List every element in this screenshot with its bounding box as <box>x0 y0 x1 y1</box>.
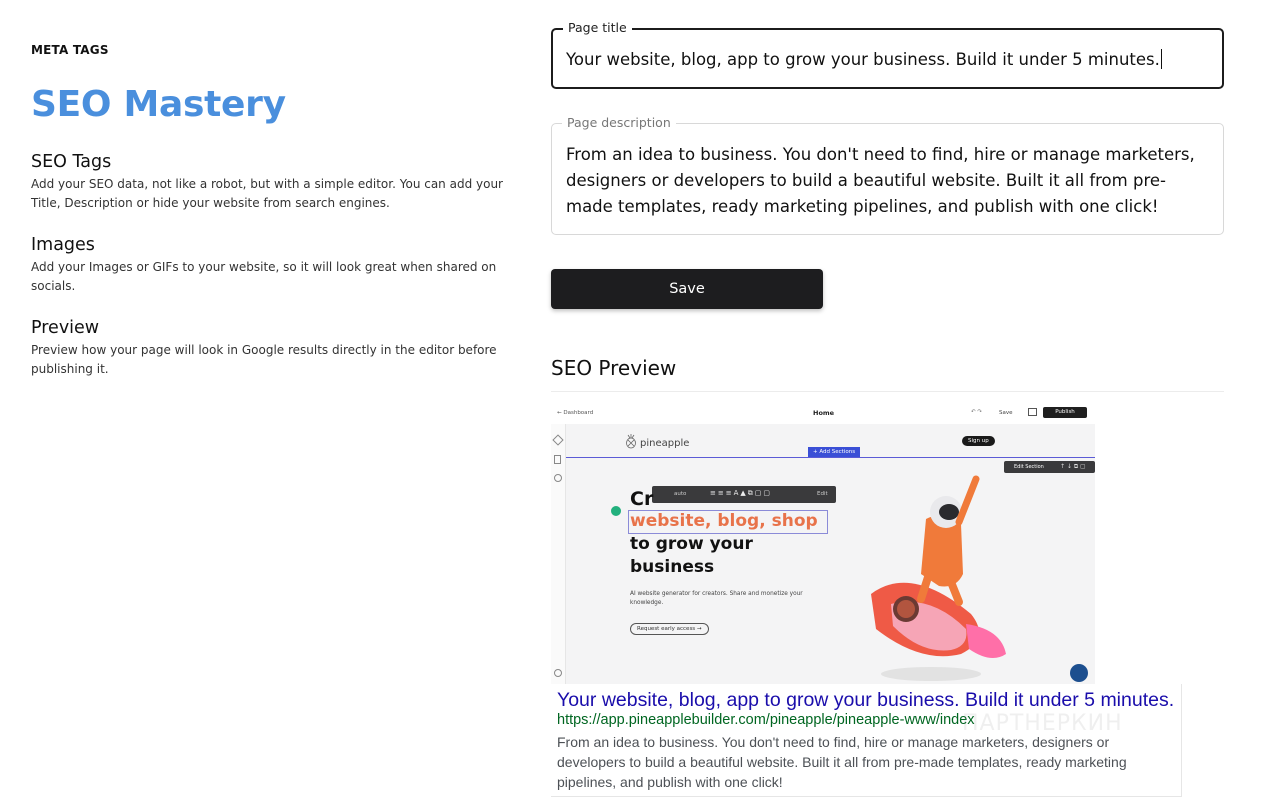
section-controls-icon: ↑ ↓ ⧉ ▢ <box>1060 463 1086 470</box>
grammarly-icon <box>611 506 621 516</box>
rocket-astronaut-illustration <box>851 464 1011 684</box>
section-boundary <box>566 457 1095 458</box>
serp-title: Your website, blog, app to grow your business. Build it under 5 minutes. <box>557 689 1175 711</box>
pineapple-logo-text: pineapple <box>640 438 690 449</box>
help-icon <box>554 669 562 677</box>
publish-button: Publish <box>1043 407 1087 418</box>
chat-icon <box>1070 664 1088 682</box>
feature-images <box>31 235 521 296</box>
edit-section-toolbar <box>1004 461 1095 473</box>
toolbar-edit: Edit <box>817 491 828 497</box>
feature-text: Add your SEO data, not like a robot, but with a simple editor. You can add your Title, Description or hide your website from search engines. <box>31 177 503 210</box>
request-access-button: Request early access → <box>630 623 709 635</box>
signup-button: Sign up <box>962 436 995 446</box>
page-description-label: Page description <box>562 115 676 130</box>
serp-url: https://app.pineapplebuilder.com/pineapple/pineapple-www/index <box>557 712 975 728</box>
undo-icon: ↶ ↷ <box>971 409 982 415</box>
feature-preview <box>31 318 521 379</box>
divider <box>551 391 1224 392</box>
page-title-field[interactable] <box>551 20 1224 89</box>
serp-description: From an idea to business. You don't need to find, hire or manage marketers, designers or developers to build a beautiful website. Built it all from pre-made templates, ready marketing pipelines, and publish with one click! <box>557 734 1127 790</box>
dashboard-link: ← Dashboard <box>557 410 594 416</box>
save-button[interactable]: Save <box>551 269 823 309</box>
feature-heading: SEO Tags <box>31 152 112 172</box>
hero-headline-highlight: website, blog, shop <box>630 511 818 531</box>
watermark: ПАРТНЕРКИН <box>962 711 1123 736</box>
text-caret <box>1161 49 1162 69</box>
editor-save: Save <box>999 410 1013 416</box>
page-title-value: Your website, blog, app to grow your business. Build it under 5 minutes. <box>566 50 1160 69</box>
toolbar-auto: auto <box>674 491 687 497</box>
seo-preview-heading: SEO Preview <box>551 356 677 380</box>
page-title-label: Page title <box>563 20 632 35</box>
feature-seo-tags <box>31 152 521 213</box>
preview-image <box>551 404 1095 684</box>
editor-topbar <box>551 404 1095 425</box>
text-format-toolbar <box>652 486 836 503</box>
add-section-button: + Add Sections <box>808 447 860 457</box>
layers-icon <box>552 434 563 445</box>
pineapple-logo-icon <box>624 433 638 449</box>
feature-text: Preview how your page will look in Google results directly in the editor before publishing it. <box>31 343 497 376</box>
hero-headline-line3: to grow your <box>630 534 753 554</box>
hero-subtext: AI website generator for creators. Share and monetize your knowledge. <box>630 591 803 606</box>
page-description-input[interactable]: From an idea to business. You don't need to find, hire or manage marketers, designers or developers to build a beautiful website. Built it all from pre-made templates, ready marketing pipelines, and publish with one click! <box>566 145 1195 216</box>
hero-headline-line4: business <box>630 557 715 577</box>
section-eyebrow: META TAGS <box>31 43 109 57</box>
page-title: SEO Mastery <box>31 84 286 125</box>
page-icon <box>554 455 561 464</box>
editor-sidebar <box>551 424 566 684</box>
desktop-icon <box>1028 408 1037 416</box>
google-result-preview <box>551 684 1182 797</box>
editor-canvas <box>566 424 1095 684</box>
hero-headline-line1: Cr <box>630 488 654 510</box>
edit-section-label: Edit Section <box>1014 464 1044 470</box>
page-description-field[interactable] <box>551 115 1224 235</box>
format-icons: ≡≡≡A▲⧉▢▢ <box>710 489 772 497</box>
feature-text: Add your Images or GIFs to your website, so it will look great when shared on socials. <box>31 260 497 293</box>
feature-heading: Preview <box>31 318 100 338</box>
page-title-input[interactable] <box>566 49 1162 69</box>
feature-heading: Images <box>31 235 95 255</box>
editor-page-name: Home <box>813 409 835 417</box>
palette-icon <box>554 474 562 482</box>
